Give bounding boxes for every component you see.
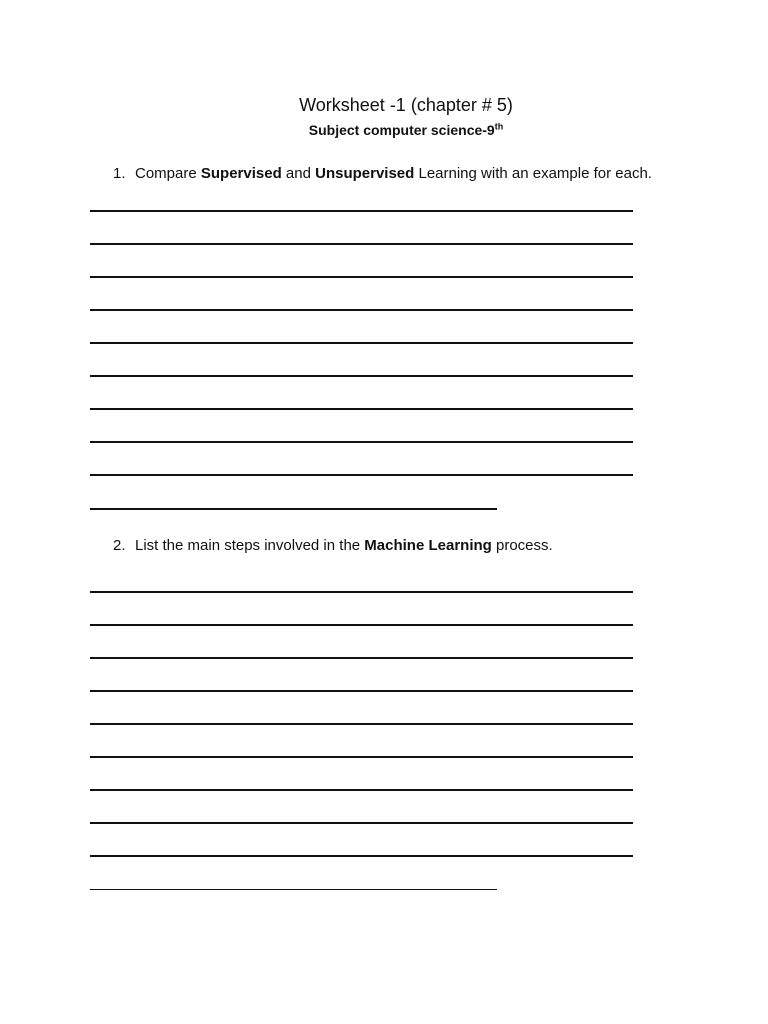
question-1 (113, 164, 652, 184)
subtitle-superscript: th (494, 121, 504, 132)
answer-line[interactable] (90, 822, 633, 824)
answer-line[interactable] (90, 855, 633, 857)
answer-line[interactable] (90, 690, 633, 692)
answer-line[interactable] (90, 591, 633, 593)
answer-line[interactable] (90, 789, 633, 791)
question-text: Compare (135, 165, 201, 182)
answer-line[interactable] (90, 276, 633, 278)
worksheet-subtitle (0, 120, 768, 140)
question-text: and (281, 165, 316, 182)
answer-line[interactable] (90, 243, 633, 245)
subtitle-text: Subject computer science-9 (308, 122, 495, 138)
question-text: process. (491, 537, 553, 554)
answer-line[interactable] (90, 210, 633, 212)
answer-line[interactable] (90, 375, 633, 377)
question-number: 1. (113, 165, 126, 182)
answer-line[interactable] (90, 657, 633, 659)
answer-line[interactable] (90, 508, 497, 510)
question-keyword: Machine Learning (364, 537, 492, 554)
answer-line[interactable] (90, 342, 633, 344)
question-text: List the main steps involved in the (135, 537, 365, 554)
answer-line[interactable] (90, 889, 497, 890)
answer-line[interactable] (90, 756, 633, 758)
question-keyword: Supervised (200, 165, 282, 182)
answer-line[interactable] (90, 309, 633, 311)
question-number: 2. (113, 537, 126, 554)
question-text: Learning with an example for each. (414, 165, 652, 182)
answer-line[interactable] (90, 624, 633, 626)
question-keyword: Unsupervised (315, 165, 415, 182)
answer-line[interactable] (90, 408, 633, 410)
question-2 (113, 536, 553, 556)
worksheet-title: Worksheet -1 (chapter # 5) (299, 95, 513, 115)
answer-line[interactable] (90, 441, 633, 443)
answer-line[interactable] (90, 474, 633, 476)
answer-line[interactable] (90, 723, 633, 725)
